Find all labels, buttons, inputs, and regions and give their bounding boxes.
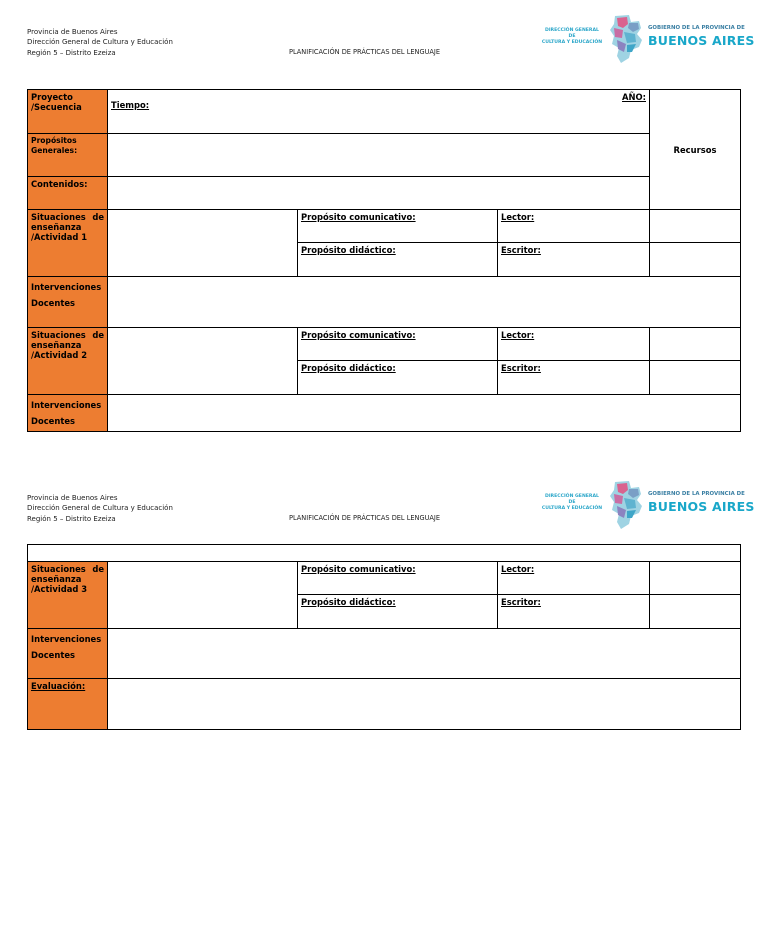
logo-dg-text-2: DIRECCIÓN GENERAL DE CULTURA Y EDUCACIÓN: [541, 494, 603, 511]
intervenciones-1-cell[interactable]: [108, 277, 741, 328]
actividad-3-cell[interactable]: [108, 562, 298, 629]
recursos-3b[interactable]: [650, 595, 741, 629]
logo-dg-text: DIRECCIÓN GENERAL DE CULTURA Y EDUCACIÓN: [541, 28, 603, 45]
intervenciones-3-label: Intervenciones Docentes: [28, 629, 108, 679]
propositos-label: Propósitos Generales:: [28, 134, 108, 177]
proposito-comunicativo-2[interactable]: Propósito comunicativo:: [298, 328, 498, 361]
document-title-2: PLANIFICACIÓN DE PRÁCTICAS DEL LENGUAJE: [289, 514, 441, 522]
logo-gobierno-text: GOBIERNO DE LA PROVINCIA DE: [648, 25, 745, 31]
header-province-2: Provincia de Buenos Aires: [27, 494, 118, 502]
gba-logo-2: [541, 480, 755, 532]
recursos-2a[interactable]: [650, 328, 741, 361]
document-title: PLANIFICACIÓN DE PRÁCTICAS DEL LENGUAJE: [289, 48, 441, 56]
recursos-2b[interactable]: [650, 361, 741, 395]
header-region: Región 5 – Distrito Ezeiza: [27, 48, 116, 57]
contenidos-label: Contenidos:: [28, 177, 108, 210]
header-direction: Dirección General de Cultura y Educación: [27, 38, 173, 47]
lector-1[interactable]: Lector:: [498, 210, 650, 243]
logo-buenos-aires-text-2: BUENOS AIRES: [648, 499, 755, 514]
recursos-1b[interactable]: [650, 243, 741, 277]
header-institution: [27, 27, 173, 58]
lector-3[interactable]: Lector:: [498, 562, 650, 595]
province-map-icon-2: [609, 480, 645, 530]
header-region-2: Región 5 – Distrito Ezeiza: [27, 514, 116, 523]
recursos-header: Recursos: [650, 90, 741, 210]
evaluacion-cell[interactable]: [108, 679, 741, 730]
lector-2[interactable]: Lector:: [498, 328, 650, 361]
proyecto-cell[interactable]: [108, 90, 650, 134]
proposito-didactico-1[interactable]: Propósito didáctico:: [298, 243, 498, 277]
situaciones-2-label: Situaciones de enseñanza /Actividad 2: [28, 328, 108, 395]
recursos-3a[interactable]: [650, 562, 741, 595]
intervenciones-3-cell[interactable]: [108, 629, 741, 679]
intervenciones-1-label: Intervenciones Docentes: [28, 277, 108, 328]
proyecto-label: Proyecto /Secuencia: [28, 90, 108, 134]
evaluacion-label: Evaluación:: [28, 679, 108, 730]
gba-logo: [541, 14, 755, 66]
planning-table-2: [27, 544, 741, 730]
escritor-3[interactable]: Escritor:: [498, 595, 650, 629]
proposito-didactico-3[interactable]: Propósito didáctico:: [298, 595, 498, 629]
proposito-comunicativo-1[interactable]: Propósito comunicativo:: [298, 210, 498, 243]
recursos-1a[interactable]: [650, 210, 741, 243]
situaciones-1-label: Situaciones de enseñanza /Actividad 1: [28, 210, 108, 277]
proposito-didactico-2[interactable]: Propósito didáctico:: [298, 361, 498, 395]
escritor-2[interactable]: Escritor:: [498, 361, 650, 395]
header-direction-2: Dirección General de Cultura y Educación: [27, 504, 173, 513]
intervenciones-2-cell[interactable]: [108, 395, 741, 432]
actividad-1-cell[interactable]: [108, 210, 298, 277]
intervenciones-2-label: Intervenciones Docentes: [28, 395, 108, 432]
table-2-top-row[interactable]: [28, 545, 741, 562]
header-province: Provincia de Buenos Aires: [27, 28, 118, 36]
propositos-cell[interactable]: [108, 134, 650, 177]
logo-gobierno-text-2: GOBIERNO DE LA PROVINCIA DE: [648, 491, 745, 497]
header-institution-2: [27, 493, 173, 524]
escritor-1[interactable]: Escritor:: [498, 243, 650, 277]
province-map-icon: [609, 14, 645, 64]
logo-buenos-aires-text: BUENOS AIRES: [648, 33, 755, 48]
planning-table-1: [27, 89, 741, 432]
anio-label: AÑO:: [622, 92, 646, 102]
situaciones-3-label: Situaciones de enseñanza /Actividad 3: [28, 562, 108, 629]
proposito-comunicativo-3[interactable]: Propósito comunicativo:: [298, 562, 498, 595]
tiempo-label: Tiempo:: [111, 100, 150, 110]
actividad-2-cell[interactable]: [108, 328, 298, 395]
contenidos-cell[interactable]: [108, 177, 650, 210]
